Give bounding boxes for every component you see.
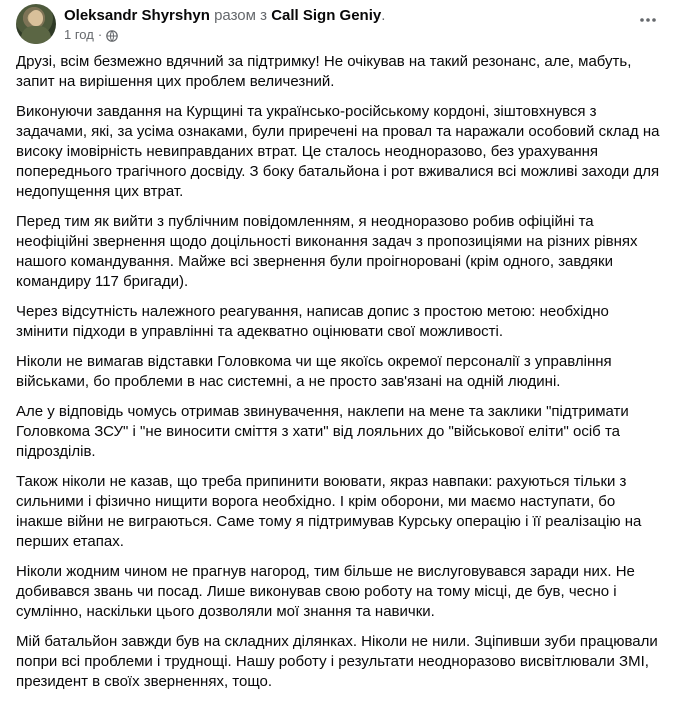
post-paragraph: Але у відповідь чомусь отримав звинувачення, наклепи на мене та заклики "підтримати Головкома ЗСУ" і "не виносити сміття з хати" від лояльних до "військової еліти" осіб та підрозділів.	[16, 403, 629, 460]
author-name[interactable]: Oleksandr Shyrshyn	[64, 7, 210, 24]
post-header	[16, 4, 660, 44]
post-paragraph: Ніколи не вимагав відставки Головкома чи ще якоїсь окремої персоналії з управління військами, бо проблеми в нас системні, а не просто зав'язані на одній людині.	[16, 353, 612, 390]
more-horizontal-icon[interactable]	[636, 8, 660, 32]
separator-dot: ·	[97, 27, 103, 42]
post-time[interactable]: 1 год	[64, 27, 94, 42]
post-body	[16, 52, 661, 702]
with-text: разом з	[214, 7, 268, 24]
author-line	[64, 6, 620, 26]
author-avatar[interactable]	[16, 4, 56, 44]
post-paragraph: Перед тим як вийти з публічним повідомленням, я неодноразово робив офіційні та неофіційні звернення щодо доцільності виконання задач з пропозиціями на різних рівнях нашого командування. Майже всі звернення були проігноровані (крім одного, завдяки командиру 117 бригади).	[16, 213, 638, 290]
post-meta	[64, 6, 620, 44]
globe-icon[interactable]	[106, 29, 118, 41]
page-suffix: .	[381, 7, 386, 24]
post-paragraph: Друзі, всім безмежно вдячний за підтримку! Не очікував на такий резонанс, але, мабуть, запит на вирішення цих проблем величезний.	[16, 53, 632, 90]
post-paragraph: Через відсутність належного реагування, написав допис з простою метою: необхідно змінити підходи в управлінні та адекватно оцінювати свої можливості.	[16, 303, 609, 340]
post-paragraph: Також ніколи не казав, що треба припинити воювати, якраз навпаки: рахуються тільки з сильними і фізично нищити ворога необхідно. І крім оборони, ми маємо наступати, бо інакше війни не виграються. Саме тому я підтримував Курську операцію і її реалізацію на перших етапах.	[16, 473, 642, 550]
tagged-page-name[interactable]: Call Sign Geniy	[271, 7, 382, 24]
post-paragraph: Виконуючи завдання на Курщині та українсько-російському кордоні, зіштовхнувся з задачами, які, за усіма ознаками, були приречені на провал та наражали особовий склад на високу імовірність невиправданих втрат. Це сталось неодноразово, без урахування попереднього трагічного досвіду. З боку батальйона і рот вживалися всі можливі заходи для недопущення цих втрат.	[16, 103, 660, 200]
post-paragraph: Мій батальйон завжди був на складних ділянках. Ніколи не нили. Зціпивши зуби працювали попри всі проблеми і труднощі. Нашу роботу і результати неодноразово висвітлювали ЗМІ, президент в своїх зверненнях, тощо.	[16, 633, 658, 690]
post-subline	[64, 26, 620, 44]
post-paragraph: Ніколи жодним чином не прагнув нагород, тим більше не вислуговувався заради них. Не добивався звань чи посад. Лише виконував свою роботу на тому місці, де був, чесно і сумлінно, наскільки цього дозволяли мої знання та навички.	[16, 563, 635, 620]
